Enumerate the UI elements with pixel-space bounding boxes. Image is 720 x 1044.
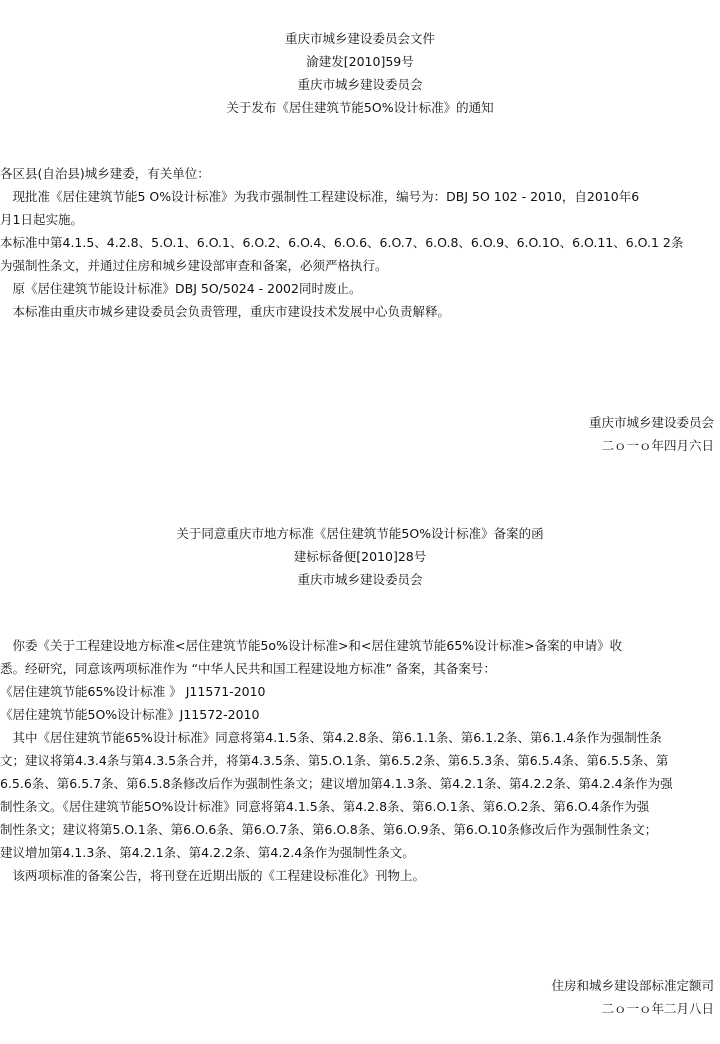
notice2-paragraph-line: 其中《居住建筑节能65%设计标准》同意将第4.1.5条、第4.2.8条、第6.1.1条、第6.1.2条、第6.1.4条作为强制性条 xyxy=(0,730,662,745)
notice2-doc-number: 建标标备便[2010]28号 xyxy=(293,549,427,564)
notice2-paragraph-line: 文；建议将第4.3.4条与第4.3.5条合并，将第4.3.5条、第5.O.1条、第6.5.2条、第6.5.3条、第6.5.4条、第6.5.5条、第 xyxy=(0,753,669,768)
notice2-paragraph-line: 制性条文；建议将第5.O.1条、第6.O.6条、第6.O.7条、第6.O.8条、第6.O.9条、第6.O.10条修改后作为强制性条文； xyxy=(0,822,658,837)
notice2-paragraph-line: 建议增加第4.1.3条、第4.2.1条、第4.2.2条、第4.2.4条作为强制性条文。 xyxy=(0,845,415,860)
notice1-salutation: 各区县(自治县)城乡建委，有关单位： xyxy=(0,166,210,181)
notice2-paragraph-line: 6.5.6条、第6.5.7条、第6.5.8条修改后作为强制性条文；建议增加第4.1.3条、第4.2.1条、第4.2.2条、第4.2.4条作为强 xyxy=(0,776,673,791)
notice1-paragraph-line: 为强制性条文，并通过住房和城乡建设部审查和备案，必须严格执行。 xyxy=(0,258,388,273)
notice2-paragraph-line: 悉。经研究，同意该两项标准作为 “中华人民共和国工程建设地方标准” 备案，其备案号： xyxy=(0,661,496,676)
notice1-paragraph-line: 原《居住建筑节能设计标准》DBJ 5O/5024 - 2002同时废止。 xyxy=(0,281,362,296)
notice1-subject: 关于发布《居住建筑节能5O%设计标准》的通知 xyxy=(226,100,494,115)
notice1-issuer: 重庆市城乡建设委员会 xyxy=(297,77,423,92)
notice1-doc-number: 渝建发[2010]59号 xyxy=(306,54,414,69)
notice1-paragraph-line: 现批准《居住建筑节能5 O%设计标准》为我市强制性工程建设标准，编号为：DBJ 5O 102 - 2010，自2010年6 xyxy=(0,189,640,204)
notice1-signature-date: 二ｏ一ｏ年四月六日 xyxy=(601,438,714,453)
notice1-signature-org: 重庆市城乡建设委员会 xyxy=(588,415,714,430)
notice2-paragraph-line: 你委《关于工程建设地方标准<居住建筑节能5o%设计标准>和<居住建筑节能65%设计标准>备案的申请》收 xyxy=(0,638,623,653)
notice2-subject: 关于同意重庆市地方标准《居住建筑节能5O%设计标准》备案的函 xyxy=(176,526,544,541)
notice1-paragraph-line: 月1日起实施。 xyxy=(0,212,83,227)
notice1-paragraph-line: 本标准由重庆市城乡建设委员会负责管理，重庆市建设技术发展中心负责解释。 xyxy=(0,304,451,319)
notice2-filing-number: 《居住建筑节能5O%设计标准》J11572-2010 xyxy=(0,707,260,722)
notice1-paragraph-line: 本标准中第4.1.5、4.2.8、5.O.1、6.O.1、6.O.2、6.O.4、6.O.6、6.O.7、6.O.8、6.O.9、6.O.1O、6.O.11、6.O.1 2条 xyxy=(0,235,684,250)
notice1-doc-title: 重庆市城乡建设委员会文件 xyxy=(284,31,435,46)
notice2-paragraph-line: 该两项标准的备案公告，将刊登在近期出版的《工程建设标准化》刊物上。 xyxy=(0,868,426,883)
notice2-paragraph-line: 制性条文。《居住建筑节能5O%设计标准》同意将第4.1.5条、第4.2.8条、第6.O.1条、第6.O.2条、第6.O.4条作为强 xyxy=(0,799,650,814)
notice2-filing-number: 《居住建筑节能65%设计标准 》 J11571-2010 xyxy=(0,684,266,699)
notice2-recipient: 重庆市城乡建设委员会 xyxy=(297,572,423,587)
notice2-signature-date: 二ｏ一ｏ年二月八日 xyxy=(601,1001,714,1016)
notice2-signature-org: 住房和城乡建设部标准定额司 xyxy=(551,978,714,993)
